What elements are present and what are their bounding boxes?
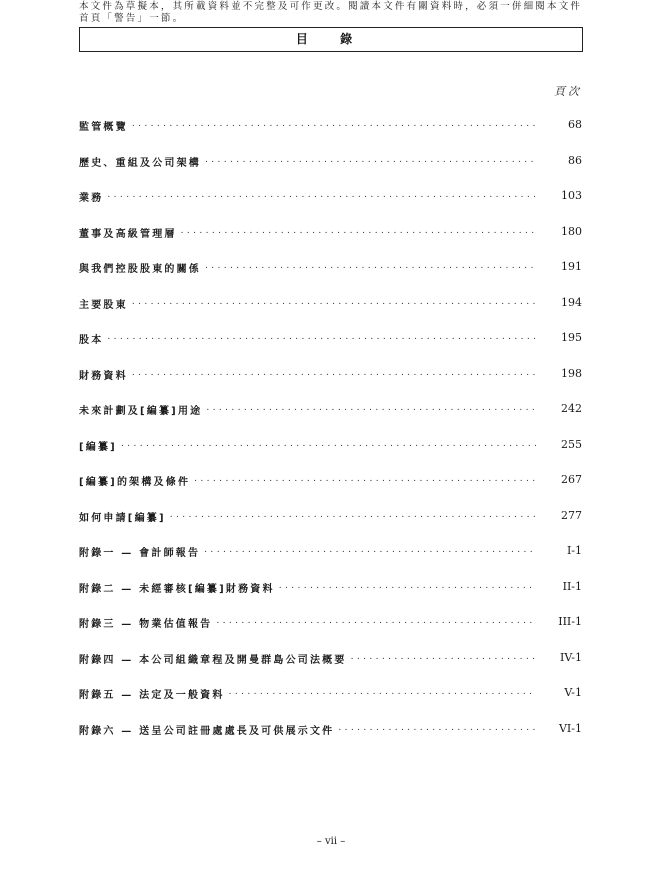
toc-entry-label: 附錄一 — 會計師報告 bbox=[79, 548, 201, 559]
toc-entry[interactable] bbox=[79, 225, 582, 261]
toc-entry-page: 194 bbox=[561, 295, 582, 309]
toc-entry-label: 未來計劃及[編纂]用途 bbox=[79, 406, 203, 417]
toc-entry[interactable] bbox=[79, 331, 582, 367]
toc-entry-label: 附錄四 — 本公司組織章程及開曼群島公司法概要 bbox=[79, 654, 347, 666]
toc-entry-label: [編纂]的架構及條件 bbox=[79, 477, 191, 488]
leader-dots bbox=[216, 616, 536, 626]
toc-entry-page: 86 bbox=[568, 153, 582, 167]
page-number-footer: – vii – bbox=[316, 836, 346, 847]
toc-entry-page: 198 bbox=[561, 366, 582, 380]
toc-entry-page: I-1 bbox=[566, 544, 582, 557]
leader-dots bbox=[132, 119, 536, 129]
toc-entry-page: 103 bbox=[561, 189, 582, 202]
toc-entry[interactable] bbox=[79, 260, 582, 296]
toc-entry[interactable] bbox=[79, 722, 582, 758]
table-of-contents bbox=[79, 118, 582, 757]
leader-dots bbox=[206, 403, 536, 413]
leader-dots bbox=[121, 439, 536, 449]
leader-dots bbox=[194, 474, 536, 484]
toc-entry[interactable] bbox=[79, 473, 582, 509]
toc-entry-page: II-1 bbox=[562, 579, 582, 593]
toc-entry[interactable] bbox=[79, 615, 582, 651]
leader-dots bbox=[229, 687, 536, 697]
toc-entry[interactable] bbox=[79, 154, 582, 190]
leader-dots bbox=[351, 652, 536, 662]
toc-entry[interactable] bbox=[79, 509, 582, 545]
toc-entry-label: 董事及高級管理層 bbox=[79, 228, 177, 240]
toc-entry-label: 業務 bbox=[79, 193, 104, 204]
toc-entry-label: 監管概覽 bbox=[79, 122, 128, 133]
toc-entry-page: 242 bbox=[561, 402, 582, 415]
toc-entry-label: 與我們控股股東的關係 bbox=[79, 264, 201, 275]
toc-entry-page: 191 bbox=[561, 260, 582, 273]
toc-entry-page: 180 bbox=[561, 224, 582, 238]
toc-entry-page: 195 bbox=[561, 331, 582, 344]
toc-entry-label: 股本 bbox=[79, 335, 104, 346]
leader-dots bbox=[205, 155, 536, 165]
toc-entry[interactable] bbox=[79, 580, 582, 616]
leader-dots bbox=[205, 261, 536, 271]
leader-dots bbox=[170, 510, 536, 520]
leader-dots bbox=[107, 190, 536, 200]
toc-entry-label: 附錄二 — 未經審核[編纂]財務資料 bbox=[79, 583, 275, 595]
toc-entry-label: 附錄六 — 送呈公司註冊處處長及可供展示文件 bbox=[79, 725, 335, 737]
toc-entry[interactable] bbox=[79, 438, 582, 474]
toc-entry-page: III-1 bbox=[558, 615, 582, 628]
leader-dots bbox=[338, 723, 536, 733]
draft-disclaimer: 本文件為草擬本，其所載資料並不完整及可作更改。閱讀本文件有關資料時，必須一併細閱本文件首頁「警告」一節。 bbox=[79, 1, 583, 24]
toc-entry-label: 財務資料 bbox=[79, 370, 128, 382]
toc-entry-page: VI-1 bbox=[558, 721, 582, 735]
toc-entry-page: 255 bbox=[561, 437, 582, 451]
leader-dots bbox=[107, 332, 536, 342]
leader-dots bbox=[181, 226, 536, 236]
toc-entry-page: IV-1 bbox=[560, 650, 582, 664]
toc-entry[interactable] bbox=[79, 544, 582, 580]
toc-entry[interactable] bbox=[79, 118, 582, 154]
leader-dots bbox=[132, 297, 536, 307]
toc-entry[interactable] bbox=[79, 189, 582, 225]
toc-entry[interactable] bbox=[79, 651, 582, 687]
toc-entry-label: 歷史、重組及公司架構 bbox=[79, 157, 201, 169]
toc-entry-label: 主要股東 bbox=[79, 299, 128, 311]
leader-dots bbox=[204, 545, 536, 555]
toc-entry-label: 如何申請[編纂] bbox=[79, 512, 166, 524]
leader-dots bbox=[132, 368, 536, 378]
toc-entry[interactable] bbox=[79, 367, 582, 403]
toc-entry[interactable] bbox=[79, 402, 582, 438]
toc-entry-label: 附錄五 — 法定及一般資料 bbox=[79, 690, 225, 701]
toc-entry-label: 附錄三 — 物業估值報告 bbox=[79, 619, 213, 630]
page-column-header: 頁次 bbox=[554, 85, 582, 98]
toc-entry-page: 68 bbox=[568, 118, 582, 131]
toc-entry[interactable] bbox=[79, 296, 582, 332]
toc-entry-page: 277 bbox=[561, 508, 582, 522]
page-title: 目 錄 bbox=[79, 27, 583, 52]
toc-entry-page: V-1 bbox=[564, 686, 582, 699]
toc-entry-label: [編纂] bbox=[79, 441, 117, 453]
leader-dots bbox=[279, 581, 536, 591]
toc-entry-page: 267 bbox=[561, 473, 582, 486]
toc-entry[interactable] bbox=[79, 686, 582, 722]
